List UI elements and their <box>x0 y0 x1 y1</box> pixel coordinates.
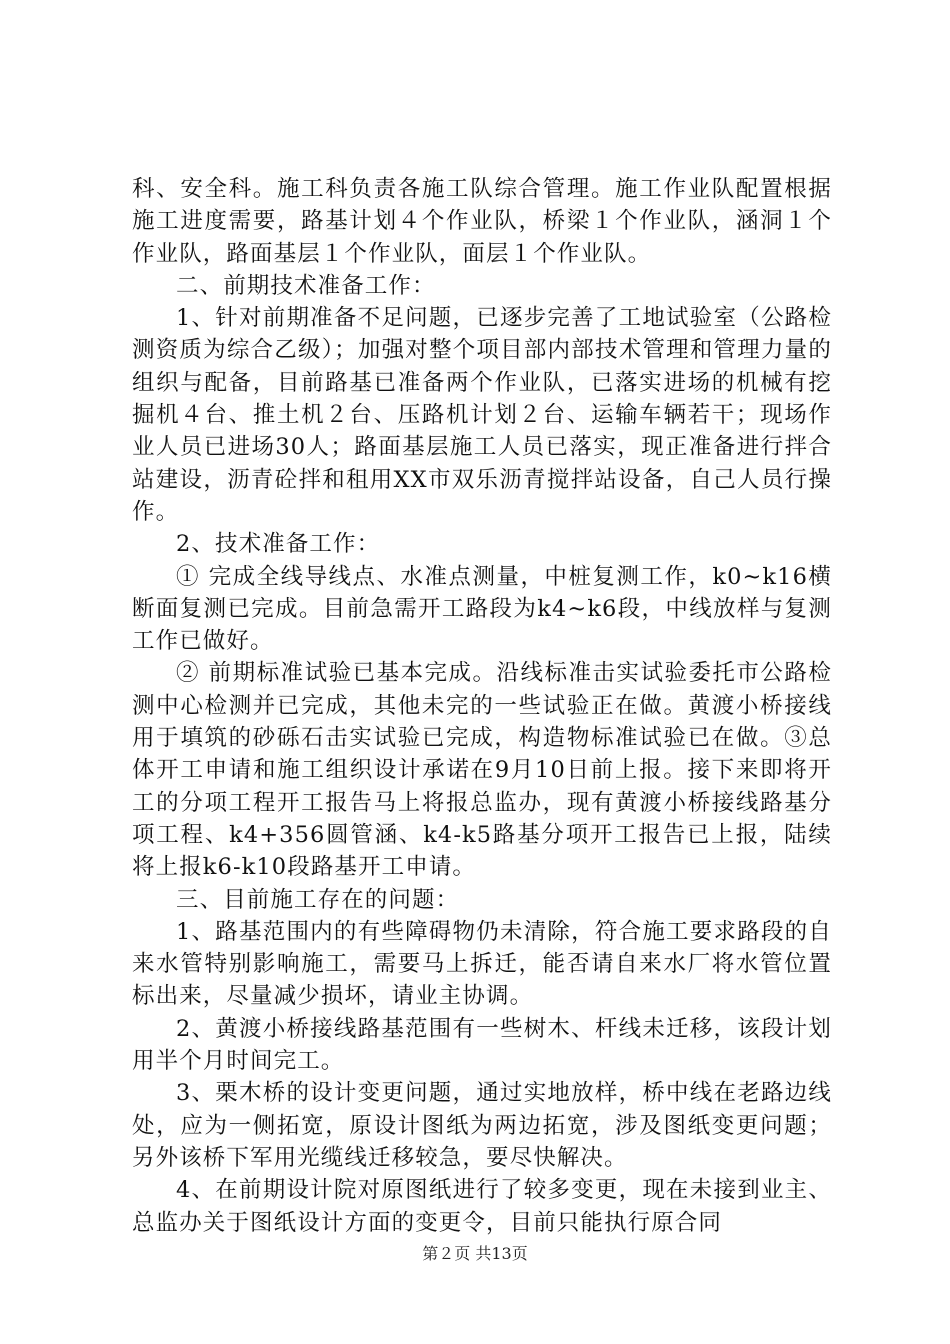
document-body <box>132 173 832 1239</box>
paragraph-prep-item-1: 1、针对前期准备不足问题，已逐步完善了工地试验室（公路检测资质为综合乙级）；加强对整个项目部内部技术管理和管理力量的组织与配备，目前路基已准备两个作业队，已落实进场的机械有挖掘机４台、推土机２台、压路机计划２台、运输车辆若干；现场作业人员已进场30人；路面基层施工人员已落实，现正准备进行拌合站建设，沥青砼拌和租用XX市双乐沥青搅拌站设备，自己人员行操作。 <box>132 305 832 525</box>
paragraph-problem-2: 2、黄渡小桥接线路基范围有一些树木、杆线未迁移，该段计划用半个月时间完工。 <box>132 1015 832 1075</box>
paragraph-problem-3: 3、栗木桥的设计变更问题，通过实地放样，桥中线在老路边线处，应为一侧拓宽，原设计图纸为两边拓宽，涉及图纸变更问题；另外该桥下军用光缆线迁移较急，要尽快解决。 <box>132 1080 832 1171</box>
page-number-label: 第２页 共13页 <box>422 1244 528 1263</box>
paragraph-problem-1: 1、路基范围内的有些障碍物仍未清除，符合施工要求路段的自来水管特别影响施工，需要马上拆迁，能否请自来水厂将水管位置标出来，尽量减少损坏，请业主协调。 <box>132 918 832 1010</box>
section-heading-technical-prep: 二、前期技术准备工作： <box>176 272 436 299</box>
paragraph-problem-4: 4、在前期设计院对原图纸进行了较多变更，现在未接到业主、总监办关于图纸设计方面的变更令，目前只能执行原合同 <box>132 1177 832 1236</box>
page-footer <box>0 1244 950 1264</box>
subheading-technical-prep-work: 2、技术准备工作： <box>176 531 381 558</box>
paragraph-standard-tests: ② 前期标准试验已基本完成。沿线标准击实试验委托市公路检测中心检测并已完成，其他未完的一些试验正在做。黄渡小桥接线用于填筑的砂砾石击实试验已完成，构造物标准试验已在做。③总体开工申请和施工组织设计承诺在9月10日前上报。接下来即将开工的分项工程开工报告马上将报总监办，现有黄渡小桥接线路基分项工程、k4+356圆管涵、k4-k5路基分项开工报告已上报，陆续将上报k6-k10段路基开工申请。 <box>132 660 832 881</box>
paragraph-intro-continued: 科、安全科。施工科负责各施工队综合管理。施工作业队配置根据施工进度需要，路基计划４个作业队，桥梁１个作业队，涵洞１个作业队，路面基层１个作业队，面层１个作业队。 <box>132 176 832 267</box>
section-heading-current-problems: 三、目前施工存在的问题： <box>176 886 460 913</box>
paragraph-survey-work: ① 完成全线导线点、水准点测量，中桩复测工作，k0~k16横断面复测已完成。目前急需开工路段为k4~k6段，中线放样与复测工作已做好。 <box>132 563 832 655</box>
